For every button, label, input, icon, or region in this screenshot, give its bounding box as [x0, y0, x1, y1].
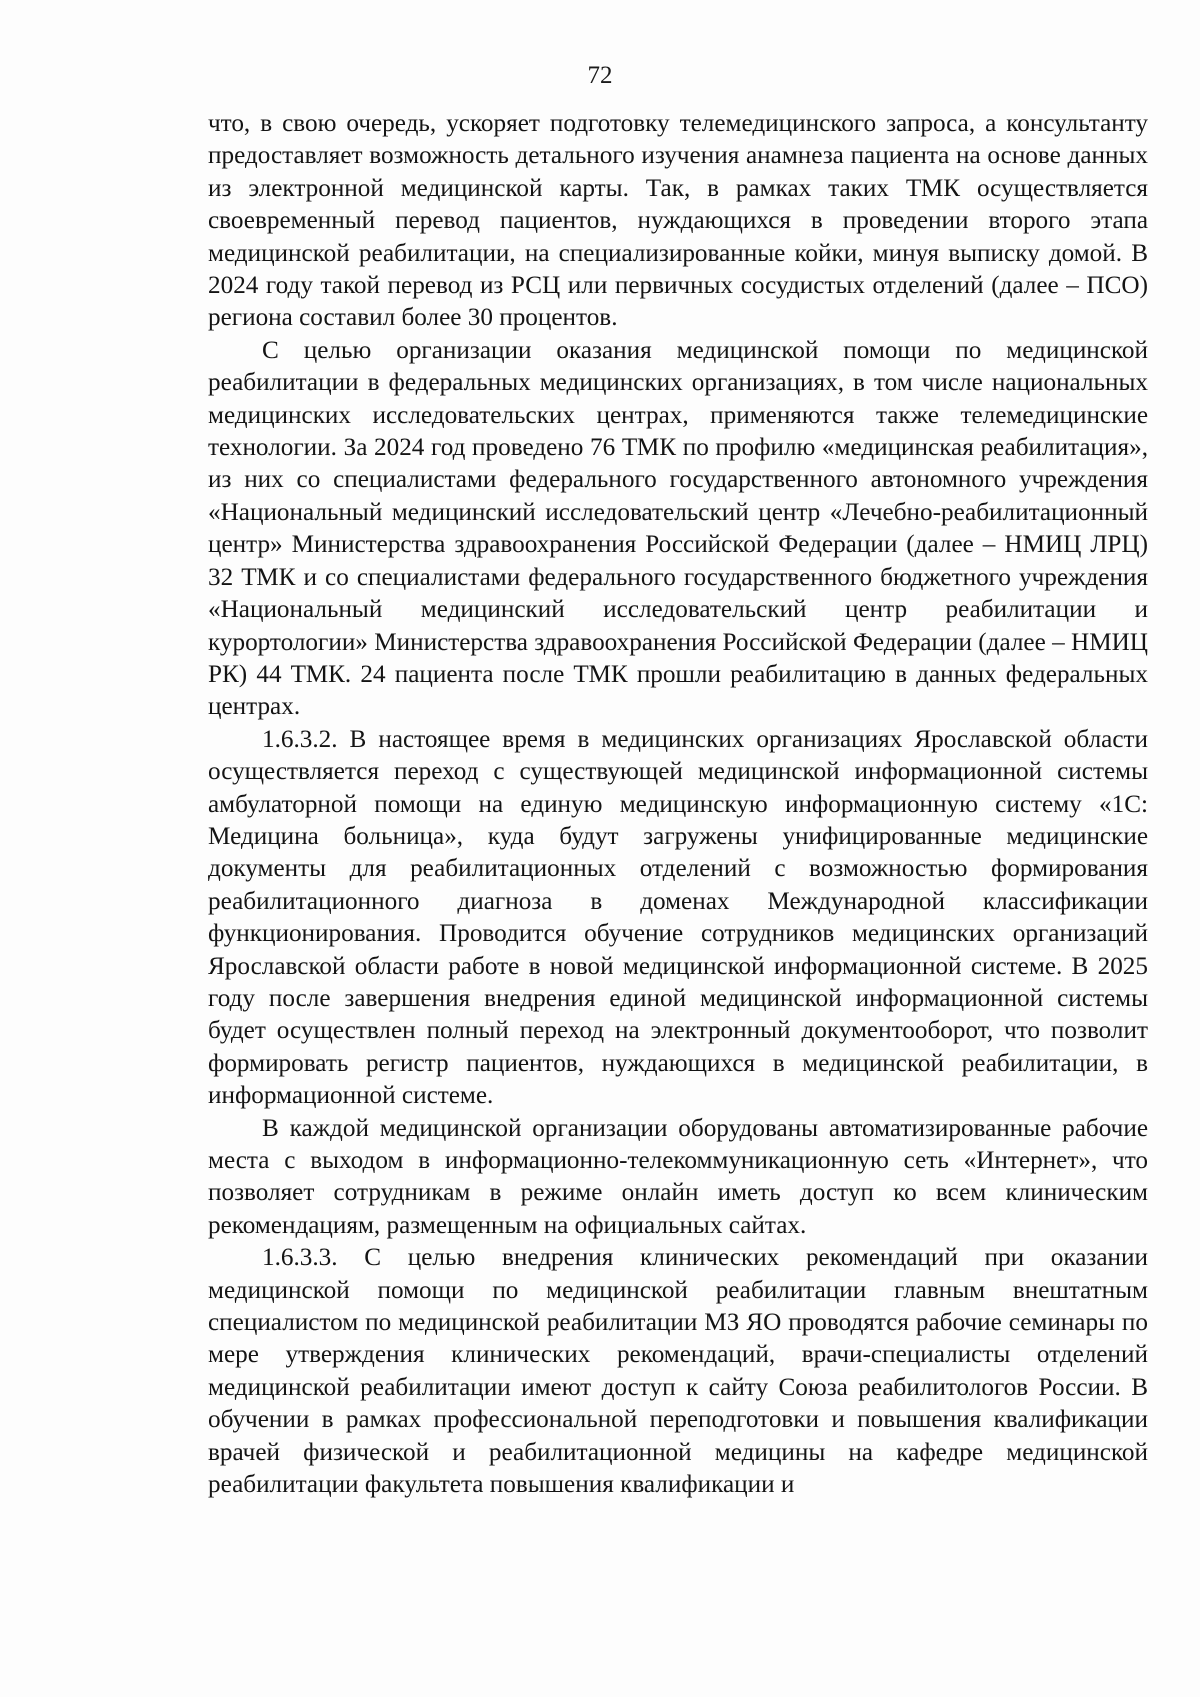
document-body — [208, 108, 1148, 1501]
paragraph-5-section-1-6-3-3: 1.6.3.3. С целью внедрения клинических рекомендаций при оказании медицинской помощи по медицинской реабилитации главным внештатным специалистом по медицинской реабилитации МЗ ЯО проводятся рабочие семинары по мере утверждения клинических рекомендаций, врачи-специалисты отделений медицинской реабилитации имеют доступ к сайту Союза реабилитологов России. В обучении в рамках профессиональной переподготовки и повышения квалификации врачей физической и реабилитационной медицины на кафедре медицинской реабилитации факультета повышения квалификации и — [208, 1244, 1148, 1499]
page-number: 72 — [587, 62, 613, 89]
paragraph-3-section-1-6-3-2: 1.6.3.2. В настоящее время в медицинских организациях Ярославской области осуществляется переход с существующей медицинской информационной системы амбулаторной помощи на единую медицинскую информационную систему «1С: Медицина больница», куда будут загружены унифицированные медицинские документы для реабилитационных отделений с возможностью формирования реабилитационного диагноза в доменах Международной классификации функционирования. Проводится обучение сотрудников медицинских организаций Ярославской области работе в новой медицинской информационной системе. В 2025 году после завершения внедрения единой медицинской информационной системы будет осуществлен полный переход на электронный документооборот, что позволит формировать регистр пациентов, нуждающихся в медицинской реабилитации, в информационной системе. — [208, 725, 1148, 1110]
paragraph-4: В каждой медицинской организации оборудованы автоматизированные рабочие места с выходом в информационно-телекоммуникационную сеть «Интернет», что позволяет сотрудникам в режиме онлайн иметь доступ ко всем клиническим рекомендациям, размещенным на официальных сайтах. — [208, 1114, 1148, 1239]
paragraph-2: С целью организации оказания медицинской помощи по медицинской реабилитации в федеральных медицинских организациях, в том числе национальных медицинских исследовательских центрах, применяются также телемедицинские технологии. За 2024 год проведено 76 ТМК по профилю «медицинская реабилитация», из них со специалистами федерального государственного автономного учреждения «Национальный медицинский исследовательский центр «Лечебно-реабилитационный центр» Министерства здравоохранения Российской Федерации (далее – НМИЦ ЛРЦ) 32 ТМК и со специалистами федерального государственного бюджетного учреждения «Национальный медицинский исследовательский центр реабилитации и курортологии» Министерства здравоохранения Российской Федерации (далее – НМИЦ РК) 44 ТМК. 24 пациента после ТМК прошли реабилитацию в данных федеральных центрах. — [208, 336, 1148, 721]
paragraph-1: что, в свою очередь, ускоряет подготовку телемедицинского запроса, а консультанту предоставляет возможность детального изучения анамнеза пациента на основе данных из электронной медицинской карты. Так, в рамках таких ТМК осуществляется своевременный перевод пациентов, нуждающихся в проведении второго этапа медицинской реабилитации, на специализированные койки, минуя выписку домой. В 2024 году такой перевод из РСЦ или первичных сосудистых отделений (далее – ПСО) региона составил более 30 процентов. — [208, 110, 1148, 332]
